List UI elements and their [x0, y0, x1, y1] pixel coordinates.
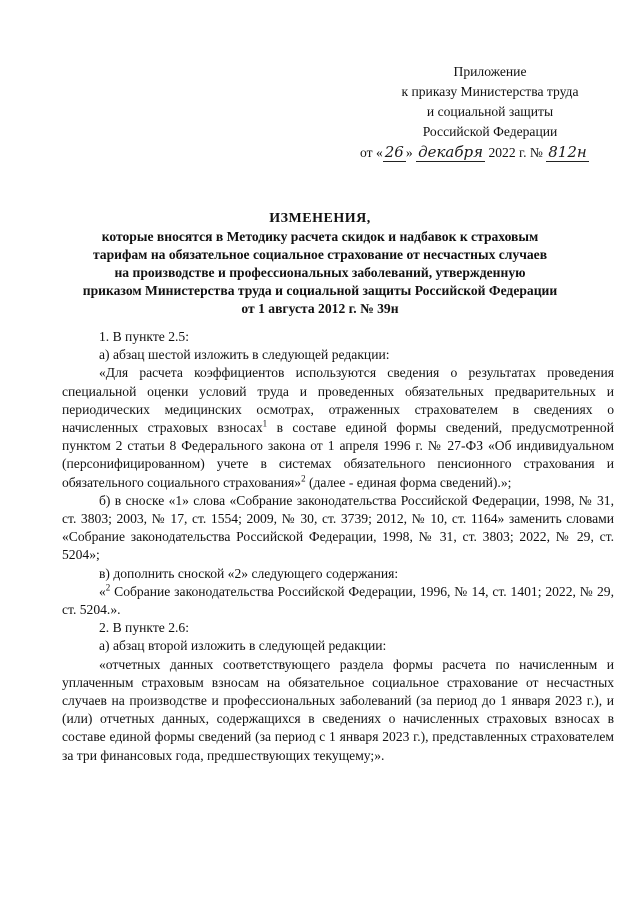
title-line-5: от 1 августа 2012 г. № 39н	[241, 301, 399, 316]
paragraph-footnote-2	[62, 583, 614, 619]
p3-part-c: (далее - единая форма сведений).»;	[305, 474, 512, 490]
annex-line-1: Приложение	[453, 64, 527, 79]
paragraph-new-text-2: «отчетных данных соответствующего раздела формы расчета по начисленным и уплаченным страховым взносам на обязательное социальное страхование от несчастных случаев на производстве и профессиональных заболеваний (за период до 1 января 2023 г.), и (или) отчетных данных, содержащихся в сведениях о начисленных страховых взносах в составе единой формы сведений (за период с 1 января 2023 г.), представленных страхователем за три финансовых года, предшествующих текущему;».	[62, 656, 614, 763]
footnote-mark-2: 2	[105, 582, 111, 593]
paragraph-item-1: 1. В пункте 2.5:	[99, 329, 189, 344]
paragraph-new-text-1	[62, 364, 614, 491]
annex-header	[360, 62, 620, 142]
annex-line-2: к приказу Министерства труда	[401, 84, 579, 99]
paragraph-item-2: 2. В пункте 2.6:	[99, 620, 189, 636]
title-line-2: тарифам на обязательное социальное страхование от несчастных случаев	[92, 247, 548, 262]
paragraph-item-1b: б) в сноске «1» слова «Собрание законодательства Российской Федерации, 1998, № 31, ст. 3803; 2003, № 17, ст. 1554; 2009, № 30, ст. 3739; 2012, № 10, ст. 1164» заменить словами «Собрание законодательства Российской Федерации, 1998, № 31, ст. 3803; 2022, № 29, ст. 5204»;	[62, 492, 614, 563]
p6-open-quote: «	[99, 583, 106, 599]
date-mid: »	[405, 145, 413, 160]
title-line-3: на производстве и профессиональных заболеваний, утвержденную	[114, 265, 526, 280]
annex-line-4: Российской Федерации	[422, 124, 558, 139]
order-date-line	[360, 143, 635, 161]
p3-part-a: «Для расчета коэффициентов используются сведения о результатах проведения специальной оценки условий труда и проведенных обязательных предварительных и периодических медицинских осмотрах, отраженных страхователем в сведениях о начисленных страховых взносах	[62, 365, 614, 436]
title-heading: ИЗМЕНЕНИЯ,	[269, 211, 371, 226]
title-line-4: приказом Министерства труда и социальной защиты Российской Федерации	[82, 283, 558, 298]
document-body	[62, 328, 614, 765]
date-year: 2022 г. №	[488, 145, 543, 160]
date-prefix: от «	[360, 145, 383, 160]
p6-text: Собрание законодательства Российской Федерации, 1996, № 14, ст. 1401; 2022, № 29, ст. 5204.».	[62, 583, 614, 618]
footnote-ref-2: 2	[301, 473, 306, 484]
paragraph-item-1c: в) дополнить сноской «2» следующего содержания:	[99, 565, 399, 581]
document-title	[40, 210, 600, 318]
paragraph-item-2a: а) абзац второй изложить в следующей редакции:	[99, 638, 387, 654]
title-line-1: которые вносятся в Методику расчета скидок и надбавок к страховым	[101, 229, 539, 244]
footnote-ref-1: 1	[262, 418, 268, 429]
handwritten-month: декабря	[418, 143, 484, 161]
p3-part-b: в составе единой формы сведений, предусмотренной пунктом 2 статьи 8 Федерального закона от 1 апреля 1996 г. № 27-ФЗ «Об индивидуальном (персонифицированном) учете в системах обязательного пенсионного страхования и обязательного социального страхования»	[62, 420, 614, 490]
paragraph-item-1a: а) абзац шестой изложить в следующей редакции:	[99, 347, 390, 363]
annex-line-3: и социальной защиты	[426, 104, 554, 119]
handwritten-order-number: 812н	[548, 143, 587, 161]
handwritten-day: 26	[384, 143, 404, 161]
